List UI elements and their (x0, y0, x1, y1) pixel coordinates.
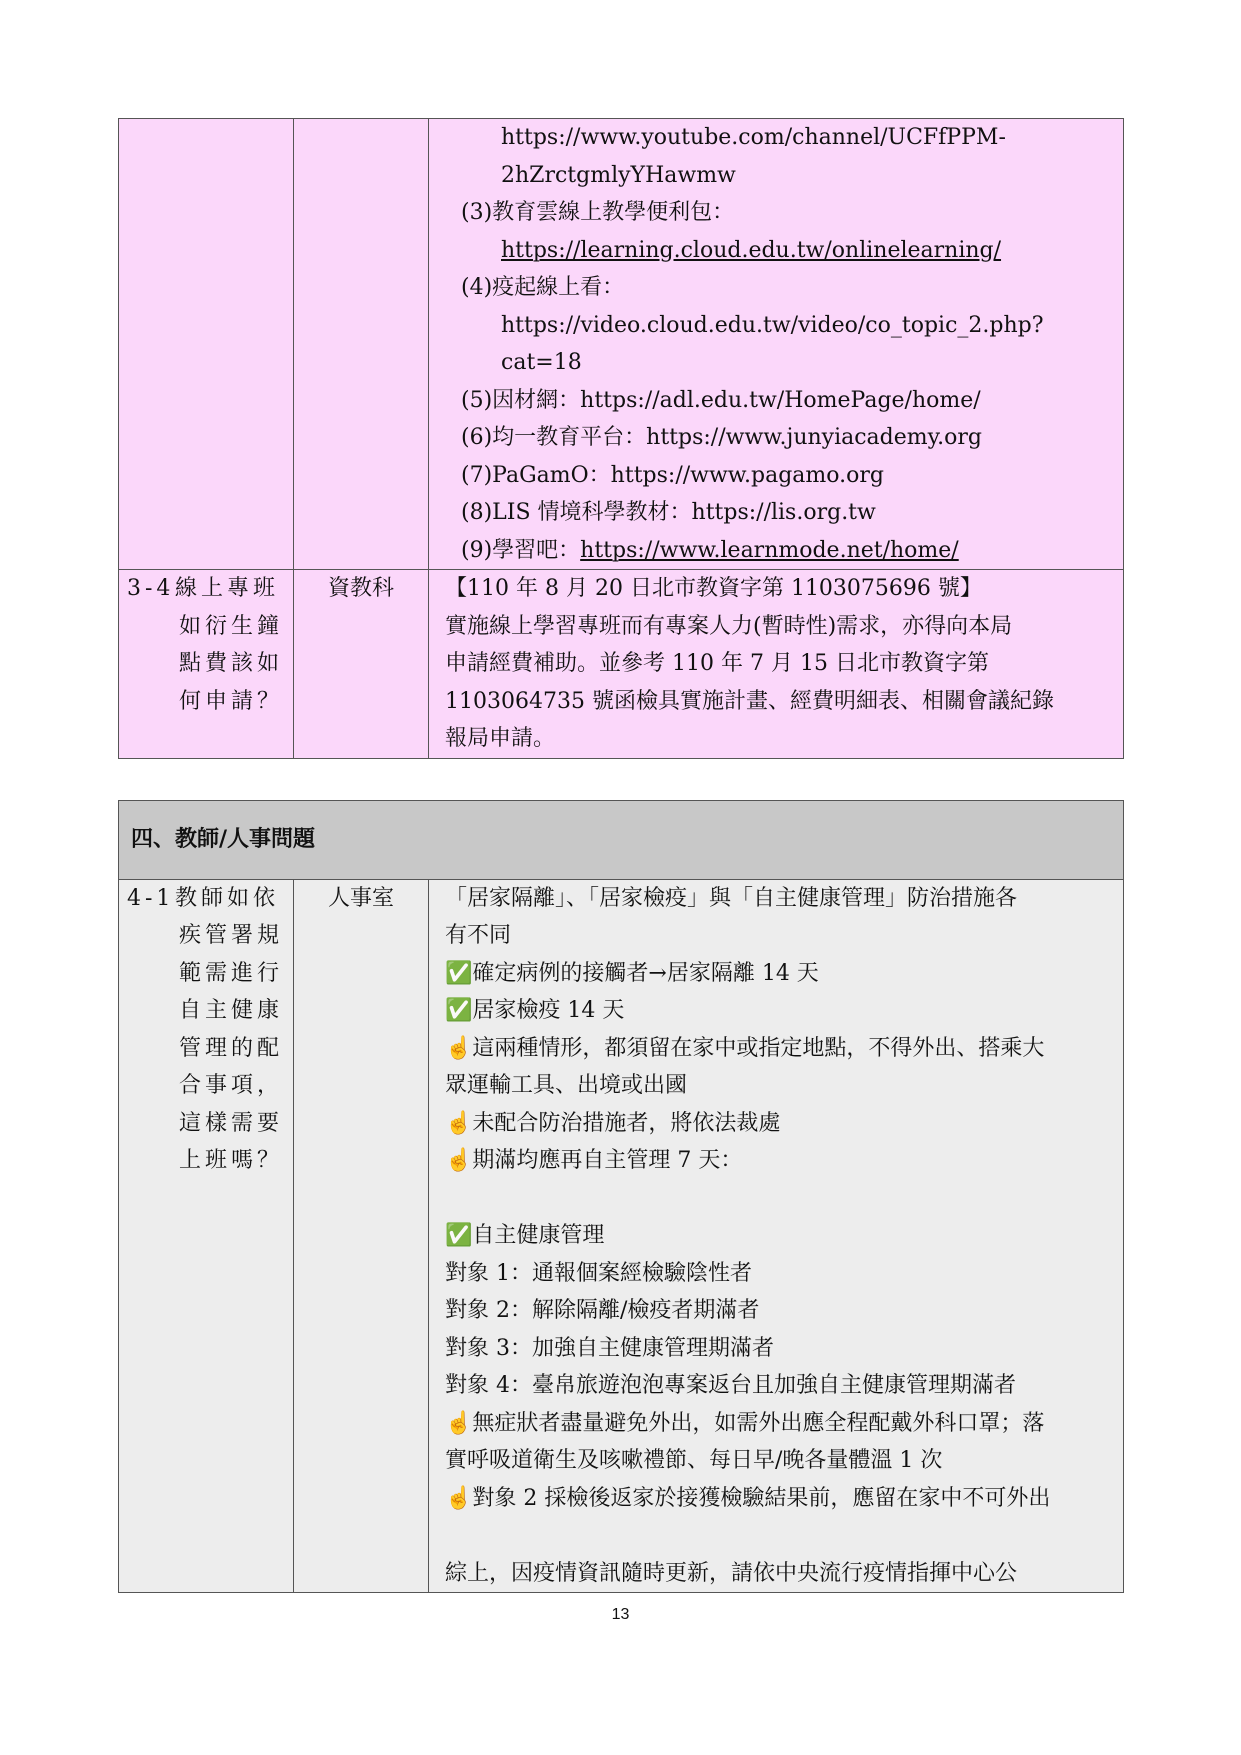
question-line: 教師如依 (175, 885, 280, 911)
answer-line: ✅自主健康管理 (445, 1223, 605, 1248)
resource-line: https://video.cloud.edu.tw/video/co_topic_2.php? (501, 312, 1044, 338)
answer-line: 對象 2：解除隔離/檢疫者期滿者 (445, 1298, 760, 1323)
department-label: 資教科 (327, 576, 394, 601)
faq-table-section3 (118, 118, 1124, 759)
section-title: 四、教師/人事問題 (119, 801, 1124, 880)
resource-line: 2hZrctgmlyYHawmw (501, 162, 736, 188)
table-row-q41 (119, 879, 1124, 1593)
answer-line: 實施線上學習專班而有專案人力(暫時性)需求，亦得向本局 (445, 613, 1013, 639)
question-line: 自主健康 (179, 998, 284, 1023)
answer-line: 眾運輸工具、出境或出國 (445, 1073, 688, 1098)
answer-line: 對象 4：臺帛旅遊泡泡專案返台且加強自主健康管理期滿者 (445, 1373, 1016, 1398)
question-line: 如衍生鐘 (179, 613, 284, 639)
question-line: 線上專班 (175, 576, 280, 601)
answer-line: ☝無症狀者盡量避免外出，如需外出應全程配戴外科口罩；落 (445, 1410, 1045, 1436)
resource-line[interactable]: https://learning.cloud.edu.tw/onlinelearning/ (501, 237, 1002, 263)
question-line: 管理的配 (179, 1035, 284, 1061)
answer-cell (429, 879, 1124, 1593)
page-number: 13 (611, 1606, 630, 1623)
department-cell (294, 879, 429, 1593)
question-line: 何申請？ (179, 688, 284, 714)
answer-cell (429, 570, 1124, 759)
table-row-continued (119, 119, 1124, 570)
answer-line (445, 1517, 1123, 1555)
resource-line: (8)LIS 情境科學教材：https://lis.org.tw (461, 500, 876, 525)
answer-line: ☝期滿均應再自主管理 7 天： (445, 1148, 743, 1173)
answer-line: 對象 1：通報個案經檢驗陰性者 (445, 1260, 752, 1286)
question-cell-empty (119, 119, 294, 570)
department-cell (294, 570, 429, 759)
answer-line: 報局申請。 (445, 726, 556, 751)
question-text (119, 880, 293, 1180)
question-line: 合事項， (179, 1073, 284, 1098)
question-text (119, 570, 293, 720)
answer-line: ☝這兩種情形，都須留在家中或指定地點，不得外出、搭乘大 (445, 1035, 1045, 1061)
resource-line: (7)PaGamO：https://www.pagamo.org (461, 462, 884, 488)
question-line: 點費該如 (179, 651, 284, 676)
resource-line: https://www.youtube.com/channel/UCFfPPM- (501, 125, 1006, 150)
answer-line: 實呼吸道衛生及咳嗽禮節、每日早/晚各量體溫 1 次 (445, 1448, 943, 1473)
resource-item-9 (429, 532, 1123, 570)
answer-line (445, 1180, 1123, 1218)
department-label: 人事室 (327, 885, 394, 911)
question-line: 疾管署規 (179, 923, 284, 948)
answer-line: 有不同 (445, 923, 512, 948)
resource-line: (4)疫起線上看： (461, 275, 625, 300)
resource-list (429, 119, 1123, 532)
answer-line: ☝未配合防治措施者，將依法裁處 (445, 1110, 781, 1136)
section-header-row (119, 801, 1124, 880)
answer-line: 「居家隔離」、「居家檢疫」與「自主健康管理」防治措施各 (445, 885, 1018, 911)
resource-line: cat=18 (501, 350, 582, 375)
question-line: 這樣需要 (179, 1110, 284, 1136)
answer-line: ✅居家檢疫 14 天 (445, 998, 625, 1023)
answer-text (445, 880, 1123, 1593)
resource-line: (3)教育雲線上教學便利包： (461, 200, 735, 225)
question-cell (119, 879, 294, 1593)
question-cell (119, 570, 294, 759)
answer-line: ☝對象 2 採檢後返家於接獲檢驗結果前，應留在家中不可外出 (445, 1485, 1051, 1511)
answer-line: 申請經費補助。並參考 110 年 7 月 15 日北市教資字第 (445, 651, 989, 676)
answer-cell-resources (429, 119, 1124, 570)
resource-line: (5)因材網：https://adl.edu.tw/HomePage/home/ (461, 387, 981, 413)
answer-line: 對象 3：加強自主健康管理期滿者 (445, 1335, 774, 1361)
table-row-q34 (119, 570, 1124, 759)
answer-line: 1103064735 號函檢具實施計畫、經費明細表、相關會議紀錄 (445, 688, 1054, 714)
question-line: 範需進行 (179, 960, 284, 986)
answer-text (445, 570, 1123, 758)
resource-link[interactable]: https://www.learnmode.net/home/ (580, 537, 959, 563)
resource-line: (6)均一教育平台：https://www.junyiacademy.org (461, 425, 982, 450)
answer-line: ✅確定病例的接觸者→居家隔離 14 天 (445, 960, 819, 986)
department-cell-empty (294, 119, 429, 570)
answer-line: 【110 年 8 月 20 日北市教資字第 1103075696 號】 (445, 576, 982, 601)
question-line: 上班嗎？ (179, 1148, 284, 1173)
resource-label: (9)學習吧： (461, 537, 581, 563)
question-number: 3-4 (127, 576, 175, 601)
answer-line: 綜上，因疫情資訊隨時更新，請依中央流行疫情指揮中心公 (445, 1560, 1018, 1586)
question-number: 4-1 (127, 885, 175, 911)
faq-table-section4 (118, 800, 1124, 1593)
